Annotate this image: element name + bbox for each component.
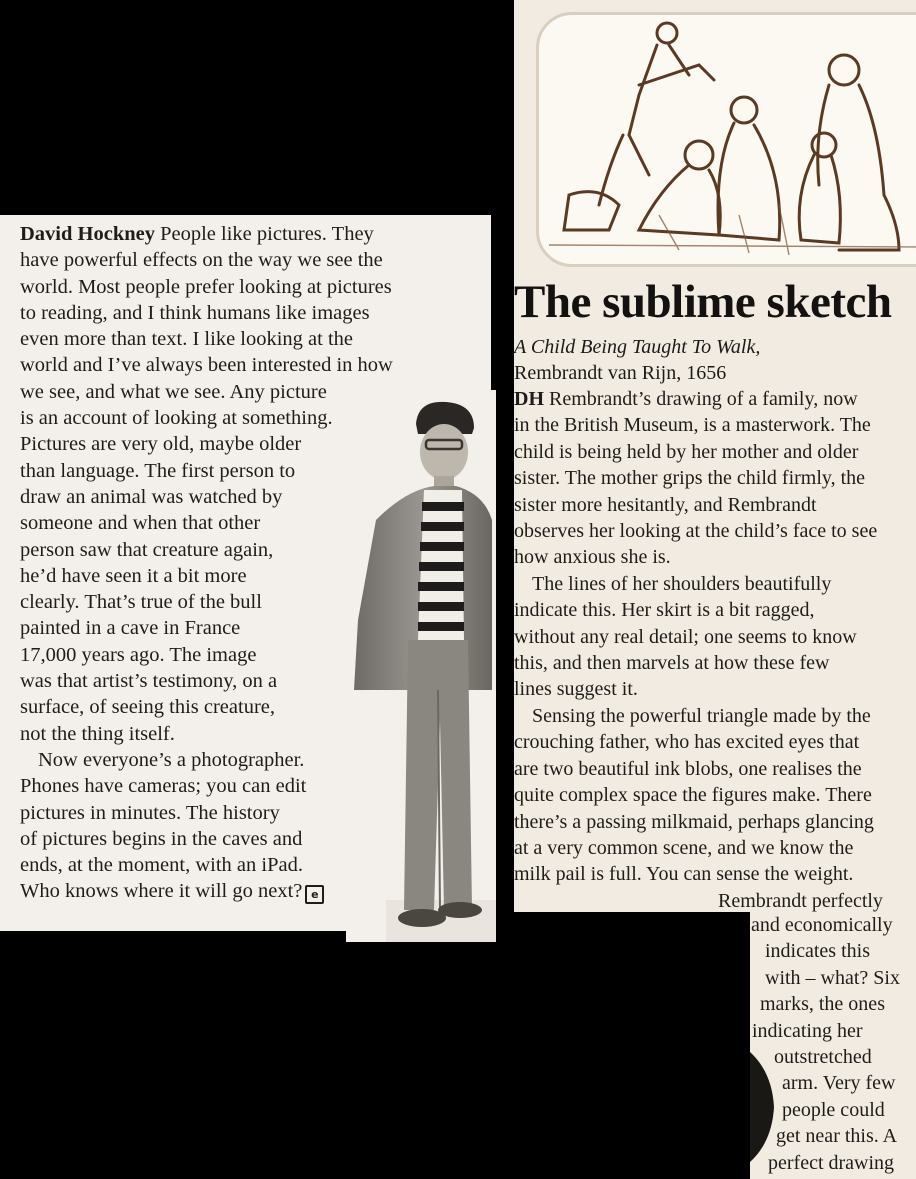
- line-0-rest: People like pictures. They: [160, 223, 374, 245]
- right-article-clipping: [514, 0, 916, 912]
- article-line: outstretched: [774, 1046, 872, 1069]
- artwork-title: A Child Being Taught To Walk,: [514, 336, 761, 358]
- article-line: at a very common scene, and we know the: [514, 836, 854, 859]
- article-line: we see, and what we see. Any picture: [20, 380, 327, 403]
- right-article-tail: [750, 912, 916, 1179]
- article-line: [514, 386, 883, 412]
- article-line: even more than text. I like looking at the: [20, 328, 354, 351]
- article-line: is an account of looking at something.: [20, 407, 333, 430]
- article-line: with – what? Six: [765, 966, 900, 989]
- article-line: indicates this: [765, 940, 870, 963]
- article-line: of pictures begins in the caves and: [20, 827, 303, 850]
- article-line: not the thing itself.: [20, 722, 175, 745]
- article-line: without any real detail; one seems to know: [514, 625, 857, 648]
- article-line: child is being held by her mother and older: [514, 440, 859, 463]
- article-line: The lines of her shoulders beautifully: [532, 572, 832, 595]
- article-line: how anxious she is.: [514, 546, 671, 569]
- article-line: marks, the ones: [760, 993, 885, 1016]
- article-line: this, and then marvels at how these few: [514, 652, 830, 675]
- tail-column: [750, 912, 900, 1176]
- article-line: lines suggest it.: [514, 678, 638, 701]
- article-line: clearly. That’s true of the bull: [20, 591, 262, 614]
- line-text: Rembrandt’s drawing of a family, now: [549, 388, 858, 410]
- article-line: painted in a cave in France: [20, 617, 241, 640]
- article-line: people could: [782, 1098, 885, 1121]
- article-line: 17,000 years ago. The image: [20, 643, 257, 666]
- article-line: Now everyone’s a photographer.: [38, 748, 305, 771]
- headline: The sublime sketch: [514, 276, 892, 328]
- byline: David Hockney: [20, 223, 155, 245]
- article-line: world. Most people prefer looking at pictures: [20, 275, 392, 298]
- article-line: world and I’ve always been interested in how: [20, 354, 393, 377]
- article-line: Pictures are very old, maybe older: [20, 433, 302, 456]
- article-line: Rembrandt perfectly: [718, 889, 883, 912]
- article-line: than language. The first person to: [20, 459, 296, 482]
- article-line: sister. The mother grips the child firmly, the: [514, 467, 866, 490]
- article-line: draw an animal was watched by: [20, 485, 283, 508]
- article-line: get near this. A: [776, 1125, 898, 1148]
- hockney-photo: [346, 390, 496, 942]
- article-line: have powerful effects on the way we see the: [20, 249, 383, 272]
- article-line: indicate this. Her skirt is a bit ragged,: [514, 599, 815, 622]
- article-line: Phones have cameras; you can edit: [20, 775, 307, 798]
- article-line: was that artist’s testimony, on a: [20, 670, 278, 693]
- sketch-drawing: [539, 15, 916, 267]
- article-line: surface, of seeing this creature,: [20, 696, 275, 719]
- right-article-body: [514, 386, 883, 912]
- article-line: pictures in minutes. The history: [20, 801, 280, 824]
- article-line: and economically: [751, 914, 893, 936]
- article-line: in the British Museum, is a masterwork. The: [514, 414, 871, 437]
- article-line: sister more hesitantly, and Rembrandt: [514, 493, 817, 516]
- article-line: quite complex space the figures make. There: [514, 784, 872, 807]
- article-line: milk pail is full. You can sense the weight.: [514, 863, 854, 886]
- article-line: perfect drawing: [768, 1151, 895, 1174]
- man-figure-image: [346, 390, 496, 942]
- artwork-artist: Rembrandt van Rijn, 1656: [514, 362, 727, 384]
- article-line: are two beautiful ink blobs, one realises the: [514, 757, 862, 780]
- article-line: to reading, and I think humans like images: [20, 301, 370, 324]
- article-line: observes her looking at the child’s face to see: [514, 520, 878, 543]
- article-line: someone and when that other: [20, 512, 261, 535]
- article-line: person saw that creature again,: [20, 538, 274, 561]
- last-line-text: Who knows where it will go next?: [20, 880, 303, 903]
- initials: DH: [514, 388, 544, 410]
- rembrandt-sketch-image: [536, 12, 916, 267]
- article-line: arm. Very few: [782, 1072, 896, 1095]
- article-line: ends, at the moment, with an iPad.: [20, 854, 303, 877]
- article-line: he’d have seen it a bit more: [20, 564, 247, 587]
- article-line: indicating her: [752, 1019, 863, 1042]
- end-of-article-icon: e: [305, 885, 324, 904]
- article-line: crouching father, who has excited eyes that: [514, 731, 860, 754]
- article-line: Sensing the powerful triangle made by the: [532, 704, 871, 727]
- article-line: [20, 221, 485, 247]
- article-line: there’s a passing milkmaid, perhaps glancing: [514, 810, 874, 833]
